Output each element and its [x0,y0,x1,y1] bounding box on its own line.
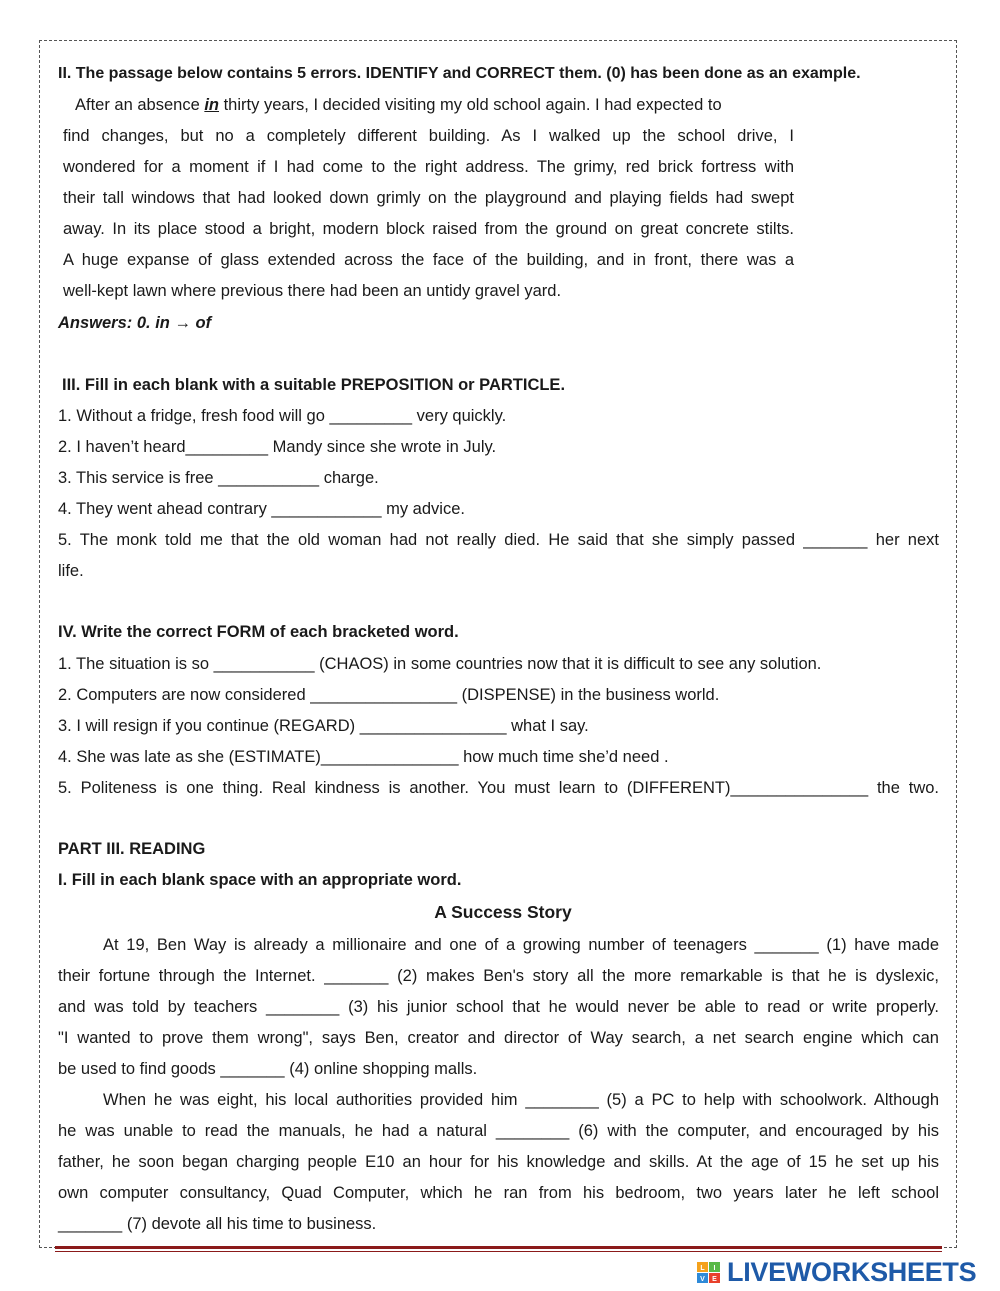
section-2-heading: II. The passage below contains 5 errors. IDENTIFY and CORRECT them. (0) has been done as an example. [58,65,861,82]
answers-example: Answers: 0. in → of [58,314,212,332]
logo-mark-letter-v: V [700,1276,705,1283]
logo-mark-letter-i: I [713,1265,716,1272]
passage-line-4: their tall windows that had looked down grimly on the playground and playing fields had swept [63,189,794,207]
passage-line-2: find changes, but no a completely different building. As I walked up the school drive, I [63,127,794,145]
form-question-2: 2. Computers are now considered ________________ (DISPENSE) in the business world. [58,686,720,704]
passage-line-6: A huge expanse of glass extended across the face of the building, and in front, there was a [63,251,794,269]
story-p1-line-1: At 19, Ben Way is already a millionaire and one of a growing number of teenagers _______ (1) have made [103,936,939,954]
prep-question-4: 4. They went ahead contrary ____________ my advice. [58,500,465,518]
prep-question-2: 2. I haven’t heard_________ Mandy since she wrote in July. [58,438,497,456]
section-3-heading: III. Fill in each blank with a suitable PREPOSITION or PARTICLE. [62,376,566,394]
liveworksheets-logo [697,1258,997,1286]
story-title: A Success Story [434,902,572,922]
story-p1-line-2: their fortune through the Internet. _______ (2) makes Ben's story all the more remarkable is that he is dyslexic, [58,967,939,985]
story-p2-line-2: he was unable to read the manuals, he had a natural ________ (6) with the computer, and encouraged by his [58,1122,939,1140]
story-p2-line-5: _______ (7) devote all his time to business. [58,1215,377,1233]
logo-mark-icon [697,1262,721,1284]
passage-line-1: After an absence in thirty years, I decided visiting my old school again. I had expected to [75,96,722,114]
story-p2-line-4: own computer consultancy, Quad Computer, which he ran from his bedroom, two years later he left school [58,1184,939,1202]
logo-mark-letter-l: L [700,1265,705,1272]
form-question-5: 5. Politeness is one thing. Real kindness is another. You must learn to (DIFFERENT)_______________ the two. [58,779,939,797]
form-question-4: 4. She was late as she (ESTIMATE)_______________ how much time she’d need . [58,748,669,766]
footer-rule-thin [55,1251,942,1252]
passage-line-5: away. In its place stood a bright, modern block raised from the ground on great concrete stilts. [63,220,794,238]
story-p1-line-5: be used to find goods _______ (4) online shopping malls. [58,1060,478,1078]
prep-question-5-cont: life. [58,562,84,580]
prep-question-3: 3. This service is free ___________ charge. [58,469,379,487]
passage-line-3: wondered for a moment if I had come to the right address. The grimy, red brick fortress with [63,158,794,176]
section-4-heading: IV. Write the correct FORM of each bracketed word. [58,623,459,641]
passage-line-7: well-kept lawn where previous there had been an untidy gravel yard. [63,282,562,300]
story-p2-line-3: father, he soon began charging people E10 an hour for his knowledge and skills. At the age of 15 he set up his [58,1153,939,1171]
footer-rule-thick [55,1246,942,1249]
form-question-1: 1. The situation is so ___________ (CHAOS) in some countries now that it is difficult to see any solution. [58,655,822,673]
logo-text: LIVEWORKSHEETS [727,1257,977,1287]
prep-question-1: 1. Without a fridge, fresh food will go _________ very quickly. [58,407,507,425]
logo-mark-letter-e: E [712,1276,717,1283]
story-p2-line-1: When he was eight, his local authorities provided him ________ (5) a PC to help with schoolwork. Although [103,1091,939,1109]
prep-question-5: 5. The monk told me that the old woman had not really died. He said that she simply passed _______ her next [58,531,939,549]
example-error-word: in [204,96,220,114]
part-3-heading: PART III. READING [58,840,206,858]
reading-instruction: I. Fill in each blank space with an appropriate word. [58,871,462,889]
story-p1-line-4: "I wanted to prove them wrong", says Ben, creator and director of Way search, a net search engine which can [58,1029,939,1047]
form-question-3: 3. I will resign if you continue (REGARD) ________________ what I say. [58,717,589,735]
story-p1-line-3: and was told by teachers ________ (3) his junior school that he would never be able to read or write properly. [58,998,939,1016]
